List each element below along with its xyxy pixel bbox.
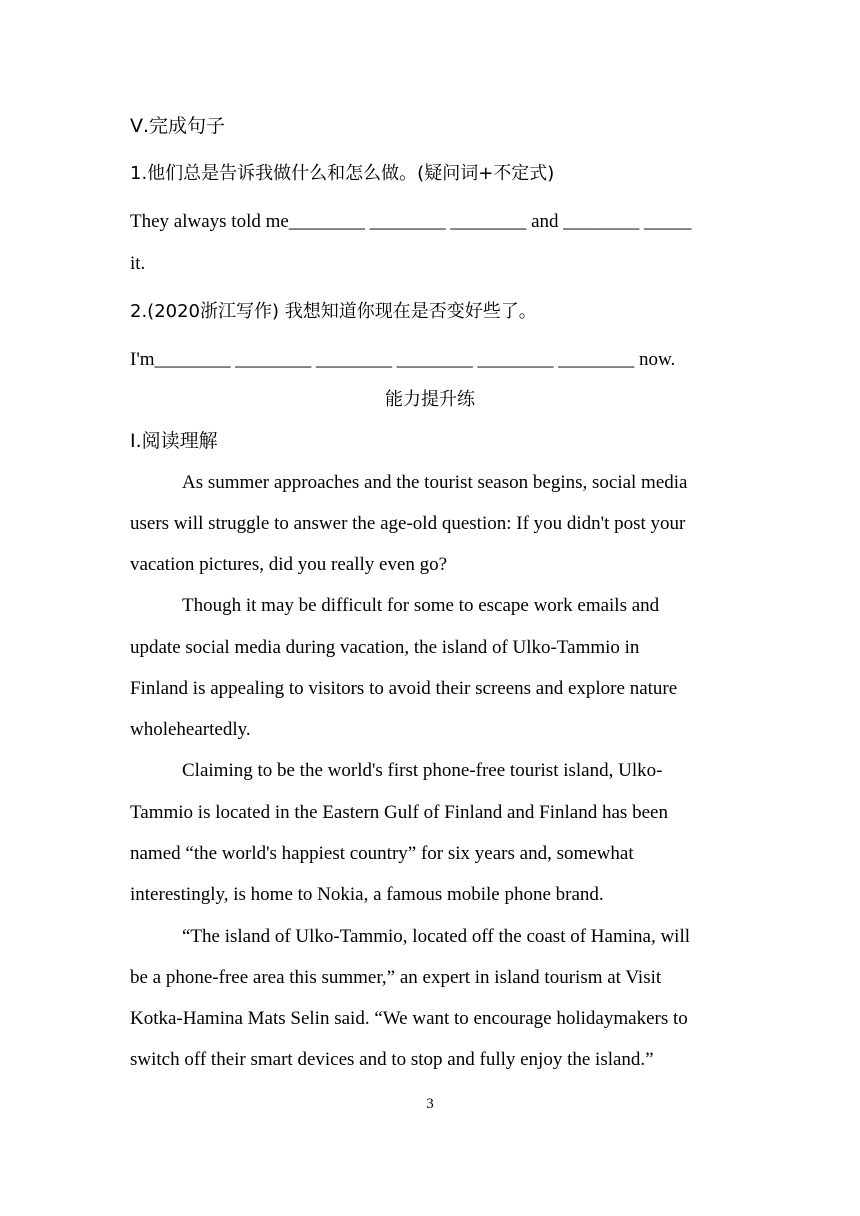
practice-title: 能力提升练 xyxy=(385,389,475,410)
passage-line: Though it may be difficult for some to escape work emails and xyxy=(182,595,660,616)
question-1-prompt: 1.他们总是告诉我做什么和怎么做。(疑问词+不定式) xyxy=(130,163,555,184)
passage-line: be a phone-free area this summer,” an expert in island tourism at Visit xyxy=(130,967,662,988)
passage-line: Kotka-Hamina Mats Selin said. “We want to encourage holidaymakers to xyxy=(130,1008,688,1029)
passage-line: Tammio is located in the Eastern Gulf of Finland and Finland has been xyxy=(130,802,668,823)
section-v-heading: Ⅴ.完成句子 xyxy=(130,115,226,137)
passage-line: vacation pictures, did you really even go? xyxy=(130,554,448,575)
question-1-answer-line: They always told me________ ________ ________ and ________ _____ xyxy=(130,211,692,232)
passage-line: users will struggle to answer the age-old question: If you didn't post your xyxy=(130,513,686,534)
question-2-prompt: 2.(2020浙江写作) 我想知道你现在是否变好些了。 xyxy=(130,301,537,322)
passage-line: interestingly, is home to Nokia, a famous mobile phone brand. xyxy=(130,884,604,905)
passage-line: “The island of Ulko-Tammio, located off the coast of Hamina, will xyxy=(182,926,691,947)
passage-line: wholeheartedly. xyxy=(130,719,251,740)
passage-line: named “the world's happiest country” for six years and, somewhat xyxy=(130,843,634,864)
passage-line: As summer approaches and the tourist season begins, social media xyxy=(182,472,688,493)
passage-line: Claiming to be the world's first phone-free tourist island, Ulko- xyxy=(182,760,663,781)
passage-line: switch off their smart devices and to stop and fully enjoy the island.” xyxy=(130,1049,654,1070)
passage-line: Finland is appealing to visitors to avoid their screens and explore nature xyxy=(130,678,678,699)
question-2-answer-line: I'm________ ________ ________ ________ ________ ________ now. xyxy=(130,349,676,370)
page-number: 3 xyxy=(426,1096,434,1112)
section-i-heading: Ⅰ.阅读理解 xyxy=(130,430,218,452)
passage-line: update social media during vacation, the island of Ulko-Tammio in xyxy=(130,637,640,658)
question-1-answer-continuation: it. xyxy=(130,253,146,274)
